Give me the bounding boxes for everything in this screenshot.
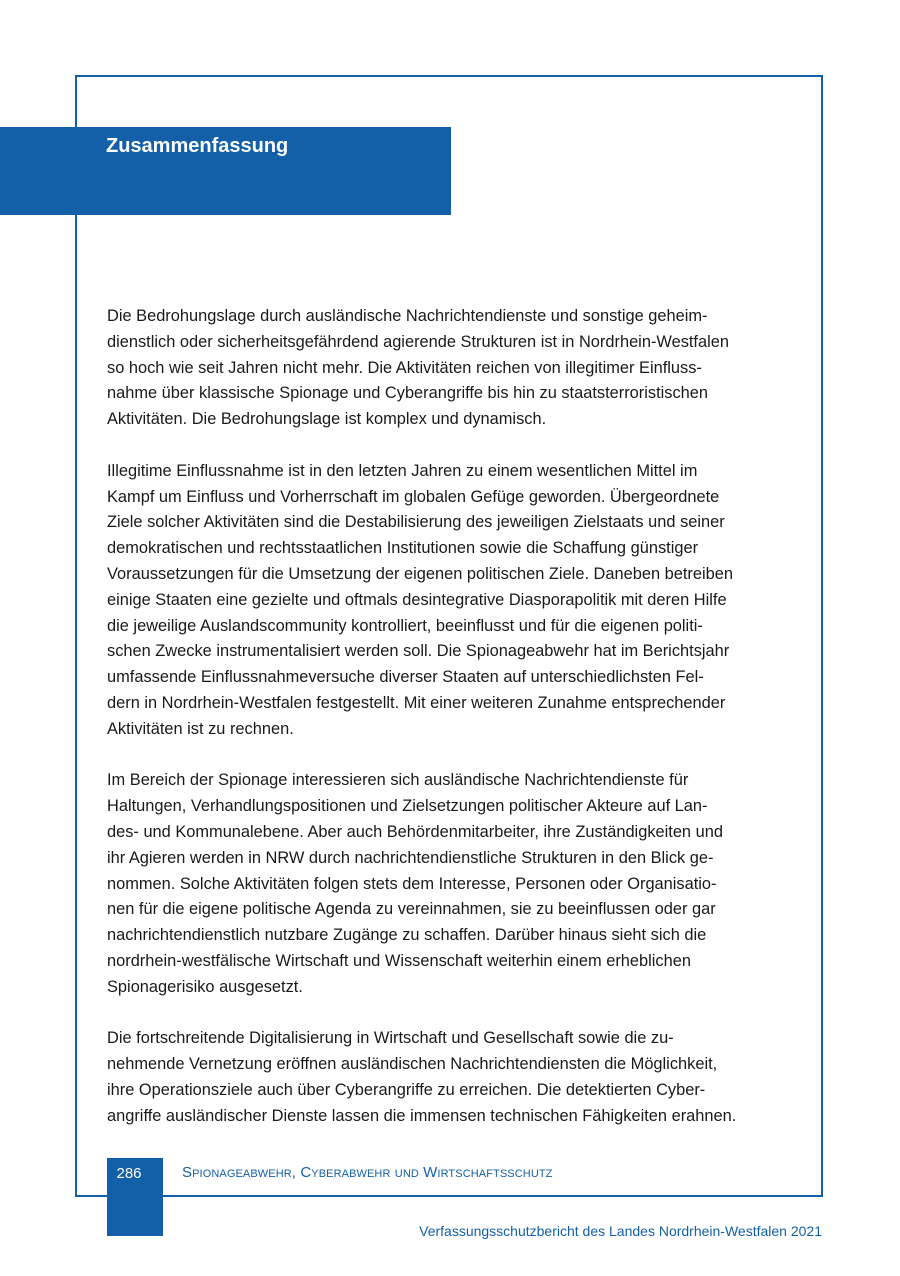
- text-line: nehmende Vernetzung eröffnen ausländischen Nachrichtendiensten die Möglichkeit,: [107, 1055, 718, 1074]
- paragraph-2: [107, 459, 791, 743]
- text-line: nachrichtendienstlich nutzbare Zugänge zu schaffen. Darüber hinaus sieht sich die: [107, 926, 707, 945]
- text-line: einige Staaten eine gezielte und oftmals desintegrative Diasporapolitik mit deren Hilfe: [107, 590, 727, 609]
- text-line: Aktivitäten ist zu rechnen.: [107, 719, 294, 738]
- text-line: nahme über klassische Spionage und Cyberangriffe bis hin zu staatsterroristischen: [107, 384, 709, 403]
- text-line: ihre Operationsziele auch über Cyberangriffe zu erreichen. Die detektierten Cyber-: [107, 1080, 706, 1099]
- text-line: nen für die eigene politische Agenda zu vereinnahmen, sie zu beeinflussen oder gar: [107, 900, 716, 919]
- text-line: nordrhein-westfälische Wirtschaft und Wissenschaft weiterhin einem erheblichen: [107, 951, 691, 970]
- paragraph-4: [107, 1026, 791, 1129]
- text-line: Aktivitäten. Die Bedrohungslage ist komplex und dynamisch.: [107, 410, 547, 429]
- page-number: 286: [116, 1165, 142, 1182]
- text-line: Voraussetzungen für die Umsetzung der eigenen politischen Ziele. Daneben betreiben: [107, 564, 733, 583]
- text-line: dienstlich oder sicherheitsgefährdend agierende Strukturen ist in Nordrhein-Westfalen: [107, 332, 729, 351]
- page-number-box: [107, 1158, 163, 1236]
- section-title: Zusammenfassung: [106, 135, 289, 157]
- paragraph-1: [107, 304, 791, 433]
- paragraph-3: [107, 768, 791, 1000]
- text-line: schen Zwecke instrumentalisiert werden soll. Die Spionageabwehr hat im Berichtsjahr: [107, 642, 730, 661]
- text-line: nommen. Solche Aktivitäten folgen stets dem Interesse, Personen oder Organisatio-: [107, 874, 717, 893]
- text-line: demokratischen und rechtsstaatlichen Institutionen sowie die Schaffung günstiger: [107, 539, 699, 558]
- text-line: angriffe ausländischer Dienste lassen die immensen technischen Fähigkeiten erahnen.: [107, 1106, 737, 1125]
- text-line: Kampf um Einfluss und Vorherrschaft im globalen Gefüge geworden. Übergeordnete: [107, 487, 720, 506]
- text-line: Die Bedrohungslage durch ausländische Nachrichtendienste und sonstige geheim-: [107, 307, 708, 325]
- chapter-label: Spionageabwehr, Cyberabwehr und Wirtschaftsschutz: [182, 1164, 553, 1181]
- text-line: Spionagerisiko ausgesetzt.: [107, 977, 303, 996]
- text-line: umfassende Einflussnahmeversuche diverser Staaten auf unterschiedlichsten Fel-: [107, 668, 704, 687]
- text-line: Haltungen, Verhandlungspositionen und Zielsetzungen politischer Akteure auf Lan-: [107, 797, 708, 816]
- text-line: des- und Kommunalebene. Aber auch Behördenmitarbeiter, ihre Zuständigkeiten und: [107, 822, 723, 841]
- report-title: Verfassungsschutzbericht des Landes Nordrhein-Westfalen 2021: [419, 1223, 822, 1239]
- text-line: dern in Nordrhein-Westfalen festgestellt. Mit einer weiteren Zunahme entsprechender: [107, 693, 726, 712]
- text-line: Ziele solcher Aktivitäten sind die Destabilisierung des jeweiligen Zielstaats und seiner: [107, 513, 725, 532]
- text-line: die jeweilige Auslandscommunity kontrolliert, beeinflusst und für die eigenen politi-: [107, 616, 703, 635]
- body-text: [107, 304, 791, 1155]
- text-line: Im Bereich der Spionage interessieren sich ausländische Nachrichtendienste für: [107, 771, 689, 790]
- text-line: Illegitime Einflussnahme ist in den letzten Jahren zu einem wesentlichen Mittel im: [107, 461, 698, 480]
- text-line: Die fortschreitende Digitalisierung in Wirtschaft und Gesellschaft sowie die zu-: [107, 1029, 674, 1048]
- text-line: ihr Agieren werden in NRW durch nachrichtendienstliche Strukturen in den Blick ge-: [107, 848, 714, 867]
- text-line: so hoch wie seit Jahren nicht mehr. Die Aktivitäten reichen von illegitimer Einfluss-: [107, 358, 702, 377]
